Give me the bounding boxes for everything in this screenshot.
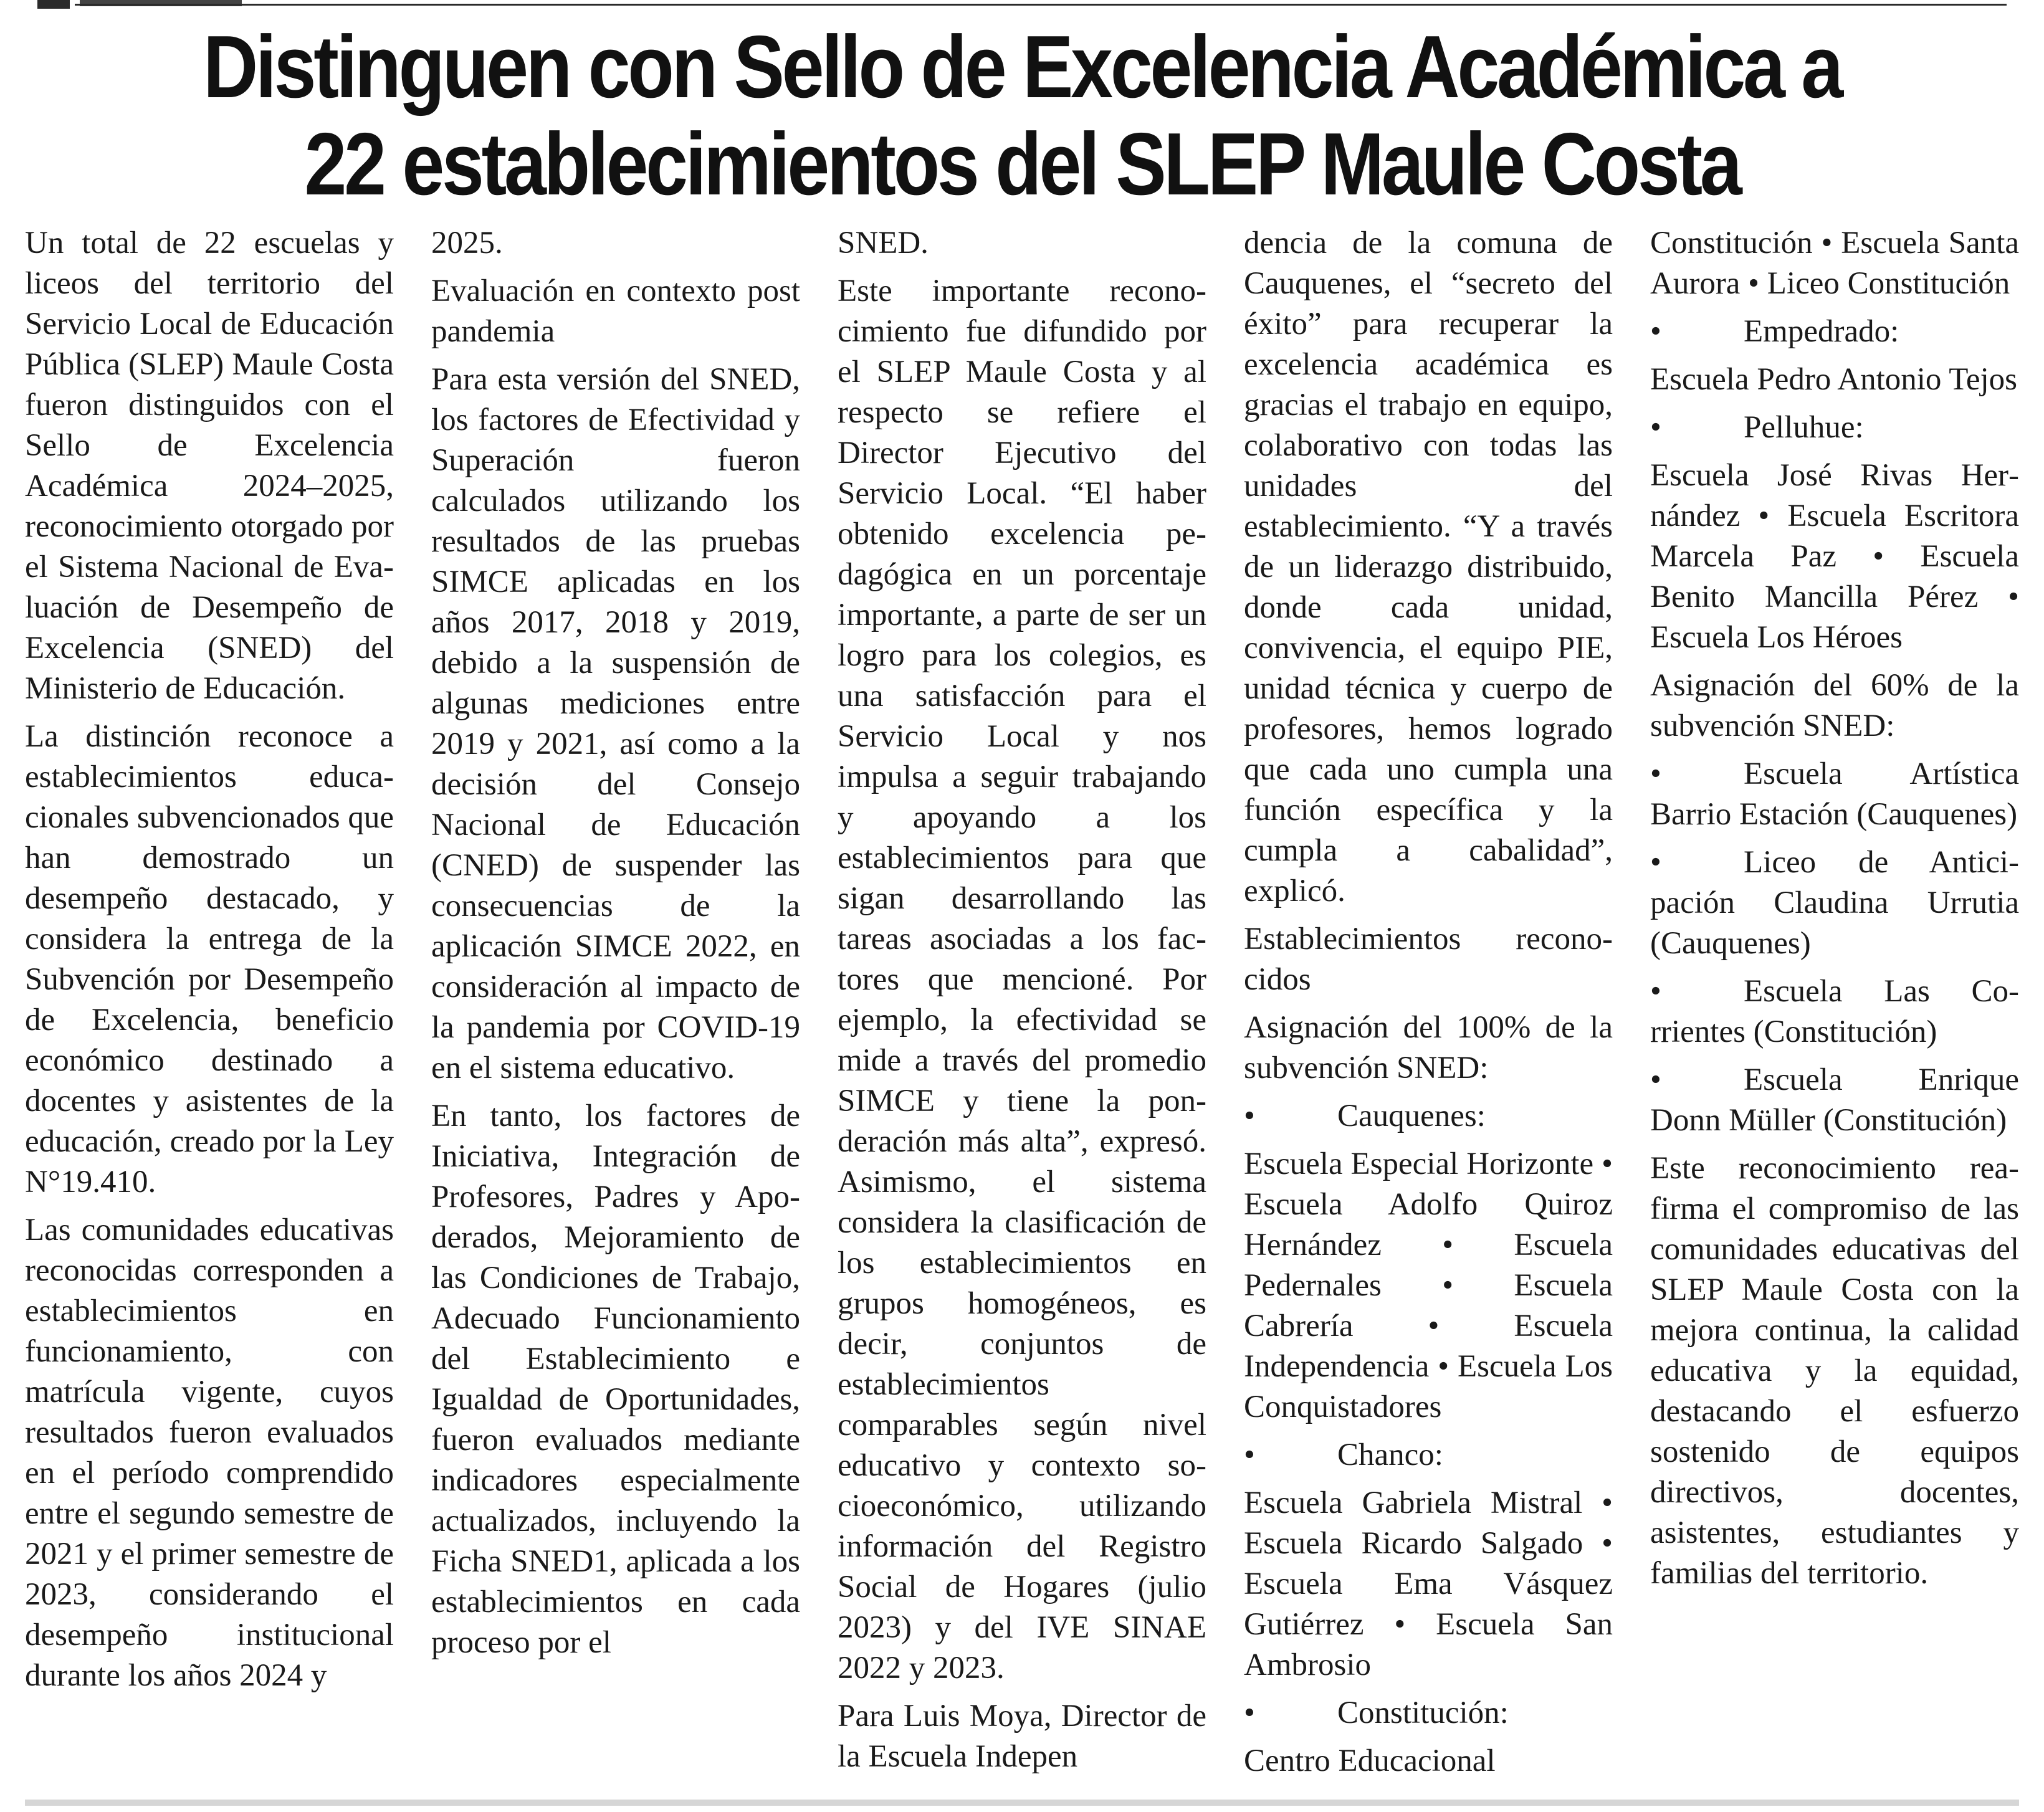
paragraph: • Empedrado: (1650, 314, 1899, 349)
paragraph: Este importante reconocimiento fue difundido por el SLEP Maule Costa y al respecto se refiere el Director Ejecutivo del Servicio Local. “El haber obtenido excelencia pedagógica en un porcentaje importante, a parte de ser un logro para los colegios, es una satisfacción para el Servicio Local y nos impulsa a seguir trabajando y apoyando a los establecimientos para que sigan desarrollando las tareas asociadas a los factores que mencioné. Por ejemplo, la efectividad se mide a través del promedio SIMCE y tiene la ponderación más alta”, expresó. Asimismo, el sistema considera la clasificación de los establecimientos en grupos homogéneos, es decir, conjuntos de establecimientos comparables según nivel educativo y contexto socioeconómico, utilizando información del Registro Social de Hogares (julio 2023) y del IVE SINAE 2022 y 2023. (838, 274, 1206, 1686)
paragraph: La distinción reconoce a establecimientos educacionales subvencionados que han demostrado un desempeño destacado, y considera la entrega de la Subvención por Desempeño de Excelencia, beneficio económico destinado a docentes y asistentes de la educación, creado por la Ley N°19.410. (25, 719, 394, 1199)
top-rule (75, 4, 2007, 6)
headline (143, 19, 1901, 213)
paragraph: Asignación del 100% de la subvención SNED: (1244, 1010, 1613, 1085)
article-body (25, 223, 2019, 1781)
paragraph: Asignación del 60% de la subvención SNED: (1650, 668, 2019, 743)
section-marker (37, 0, 70, 9)
paragraph: • Liceo de Anticipación Claudina Urrutia (Cauquenes) (1650, 845, 2019, 961)
column-2 (431, 223, 800, 1781)
paragraph: 2025. (431, 226, 503, 260)
paragraph: • Escuela Artística Barrio Estación (Cauquenes) (1650, 756, 2019, 832)
paragraph: Las comunidades educativas reconocidas corresponden a establecimientos en funcionamiento, con matrícula vigente, cuyos resultados fueron evaluados en el período comprendido entre el segundo semestre de 2021 y el primer semestre de 2023, considerando el desempeño institucional durante los años 2024 y (25, 1213, 394, 1693)
paragraph: Este reconocimiento reafirma el compromiso de las comunidades educativas del SLEP Maule Costa con la mejora continua, la calidad educativa y la equidad, destacando el esfuerzo sostenido de equipos directivos, docentes, asistentes, estudiantes y familias del territorio. (1650, 1151, 2019, 1591)
paragraph: • Pelluhue: (1650, 410, 1864, 445)
paragraph: Escuela Especial Horizonte • Escuela Adolfo Quiroz Hernández • Escuela Pedernales • Escuela Cabrería • Escuela Independencia • Escuela Los Conquistadores (1244, 1147, 1613, 1424)
paragraph: Escuela José Rivas Hernández • Escuela Escritora Marcela Paz • Escuela Benito Mancilla Pérez • Escuela Los Héroes (1650, 458, 2019, 655)
headline-line-1: Distinguen con Sello de Excelencia Académica a (203, 17, 1841, 117)
paragraph: • Cauquenes: (1244, 1099, 1486, 1133)
paragraph: • Escuela Enrique Donn Müller (Constitución) (1650, 1062, 2019, 1138)
column-5 (1650, 223, 2019, 1781)
paragraph: • Escuela Las Corrientes (Constitución) (1650, 974, 2019, 1049)
column-4 (1244, 223, 1613, 1781)
column-3 (838, 223, 1206, 1781)
paragraph: SNED. (838, 226, 929, 260)
paragraph: Escuela Pedro Antonio Tejos (1650, 362, 2017, 397)
paragraph: Centro Educacional (1244, 1743, 1496, 1778)
paragraph: Escuela Gabriela Mistral • Escuela Ricardo Salgado • Escuela Ema Vásquez Gutiérrez • Escuela San Ambrosio (1244, 1485, 1613, 1682)
paragraph: Constitución • Escuela Santa Aurora • Liceo Constitución (1650, 226, 2019, 301)
headline-line-2: 22 establecimientos del SLEP Maule Costa (304, 115, 1740, 214)
paragraph: Para Luis Moya, Director de la Escuela Indepen (838, 1699, 1206, 1774)
paragraph: Un total de 22 escuelas y liceos del territorio del Servicio Local de Educación Pública (SLEP) Maule Costa fueron distinguidos con el Sello de Excelencia Académica 2024–2025, reconocimiento otorgado por el Sistema Nacional de Evaluación de Desempeño de Excelencia (SNED) del Ministerio de Educación. (25, 226, 394, 706)
paragraph: • Constitución: (1244, 1695, 1509, 1730)
paragraph: Para esta versión del SNED, los factores de Efectividad y Superación fueron calculados utilizando los resultados de las pruebas SIMCE aplicadas en los años 2017, 2018 y 2019, debido a la suspensión de algunas mediciones entre 2019 y 2021, así como a la decisión del Consejo Nacional de Educación (CNED) de suspender las consecuencias de la aplicación SIMCE 2022, en consideración al impacto de la pandemia por COVID-19 en el sistema educativo. (431, 362, 800, 1085)
bottom-rule (25, 1800, 2019, 1806)
column-1 (25, 223, 394, 1781)
paragraph: En tanto, los factores de Iniciativa, Integración de Profesores, Padres y Apoderados, Mejoramiento de las Condiciones de Trabajo, Adecuado Funcionamiento del Establecimiento e Igualdad de Oportunidades, fueron evaluados mediante indicadores especialmente actualizados, incluyendo la Ficha SNED1, aplicada a los establecimientos en cada proceso por el (431, 1099, 800, 1660)
paragraph: Establecimientos reconocidos (1244, 922, 1613, 997)
paragraph: • Chanco: (1244, 1438, 1443, 1472)
paragraph: dencia de la comuna de Cauquenes, el “secreto del éxito” para recuperar la excelencia académica es gracias el trabajo en equipo, colaborativo con todas las unidades del establecimiento. “Y a través de un liderazgo distribuido, donde cada unidad, convivencia, el equipo PIE, unidad técnica y cuerpo de profesores, hemos logrado que cada uno cumpla una función específica y la cumpla a cabalidad”, explicó. (1244, 226, 1613, 908)
paragraph: Evaluación en contexto post pandemia (431, 274, 800, 349)
